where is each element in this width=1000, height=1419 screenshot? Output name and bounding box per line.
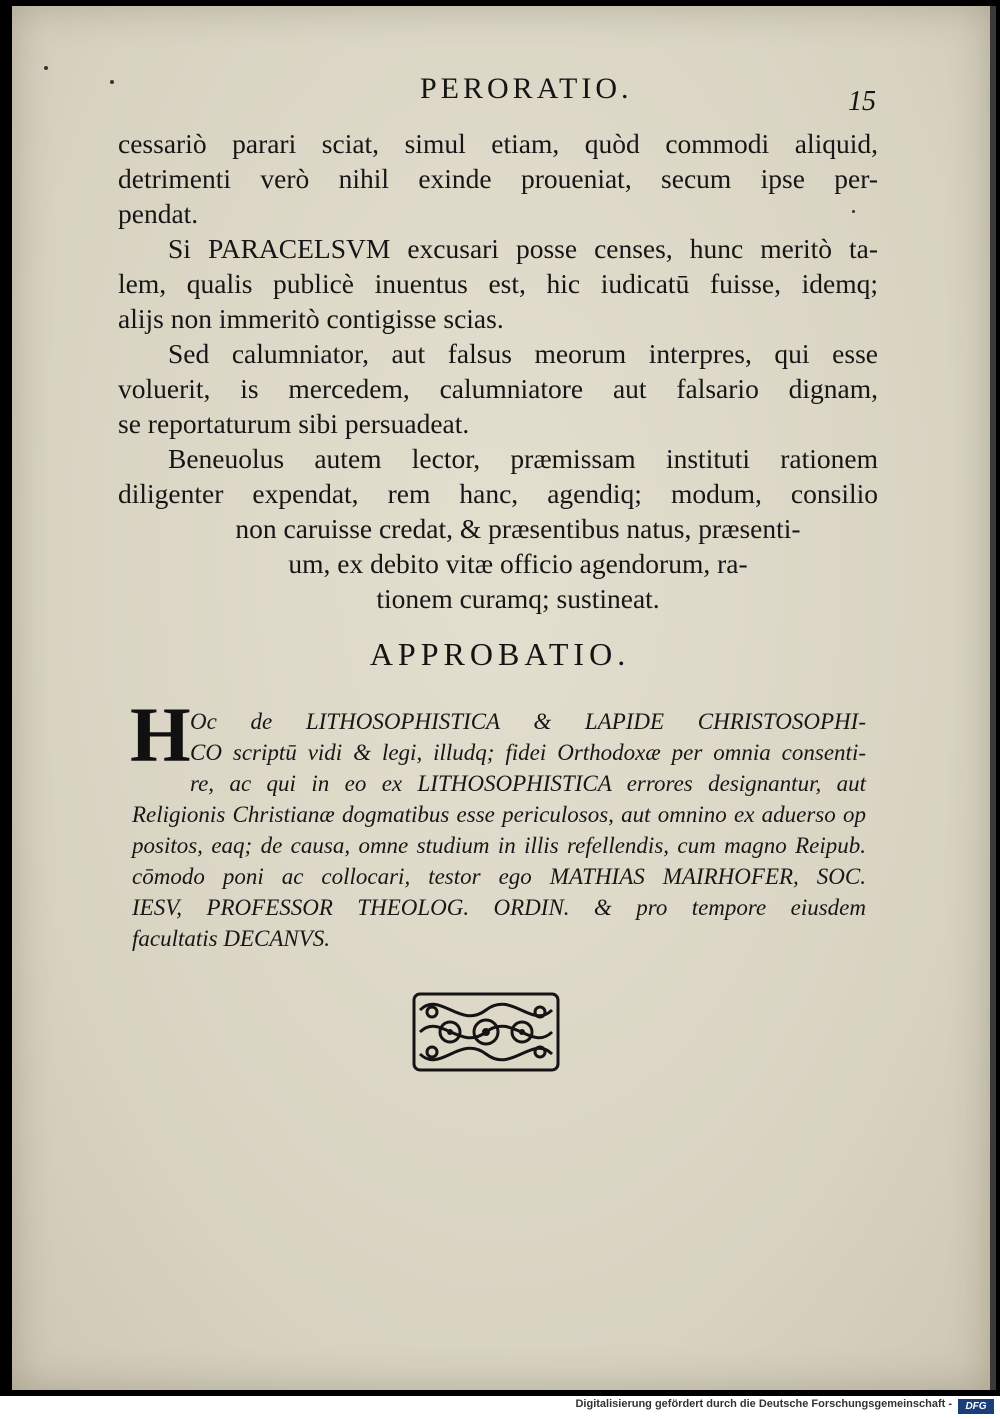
text-line: cessariò parari sciat, simul etiam, quòd commodi aliquid, (118, 128, 878, 159)
dfg-logo: DFG (958, 1399, 994, 1414)
text-line: Beneuolus autem lector, præmissam instituti rationem (168, 443, 878, 474)
text-line: Religionis Christianæ dogmatibus esse periculosos, aut omnino ex aduerso op (132, 802, 866, 827)
text-line: alijs non immeritò contigisse scias. (118, 303, 504, 334)
text-line: um, ex debito vitæ officio agendorum, ra- (288, 548, 748, 579)
footer-credit: Digitalisierung gefördert durch die Deutsche Forschungsgemeinschaft - (575, 1398, 952, 1410)
text-line: CO scriptū vidi & legi, illudq; fidei Orthodoxæ per omnia consenti- (190, 740, 866, 765)
text-line: non caruisse credat, & præsentibus natus, præsenti- (235, 513, 801, 544)
text-line: se reportaturum sibi persuadeat. (118, 408, 470, 439)
text-line: cōmodo poni ac collocari, testor ego MATHIAS MAIRHOFER, SOC. (132, 864, 866, 889)
drop-cap-initial: H (130, 691, 191, 778)
approbatio-title: APPROBATIO. (369, 636, 631, 672)
text-line: facultatis DECANVS. (132, 926, 331, 951)
text-line: diligenter expendat, rem hanc, agendiq; modum, consilio (118, 478, 878, 509)
peroratio-text (118, 126, 878, 616)
running-head: PERORATIO. (420, 72, 633, 105)
text-line: detrimenti verò nihil exinde proueniat, secum ipse per- (118, 163, 878, 194)
page-number: 15 (848, 86, 876, 117)
text-line: re, ac qui in eo ex LITHOSOPHISTICA errores designantur, aut (190, 771, 866, 796)
text-line: pendat. (118, 198, 199, 229)
footer-bar (0, 1396, 1000, 1419)
text-line: tionem curamq; sustineat. (376, 583, 660, 614)
text-line: voluerit, is mercedem, calumniatore aut falsario dignam, (118, 373, 878, 404)
text-line: lem, qualis publicè inuentus est, hic iudicatū fuisse, idemq; (118, 268, 878, 299)
printers-ornament (410, 990, 562, 1074)
text-line: Si PARACELSVM excusari posse censes, hunc meritò ta- (168, 233, 878, 264)
ink-speck (110, 80, 114, 84)
text-line: Sed calumniator, aut falsus meorum interpres, qui esse (168, 338, 878, 369)
text-line: positos, eaq; de causa, omne studium in illis refellendis, cum magno Reipub. (132, 833, 866, 858)
text-line: Oc de LITHOSOPHISTICA & LAPIDE CHRISTOSOPHI- (190, 709, 866, 734)
text-line: IESV, PROFESSOR THEOLOG. ORDIN. & pro tempore eiusdem (132, 895, 866, 920)
ink-speck (44, 66, 48, 70)
approbatio-text (132, 706, 866, 954)
